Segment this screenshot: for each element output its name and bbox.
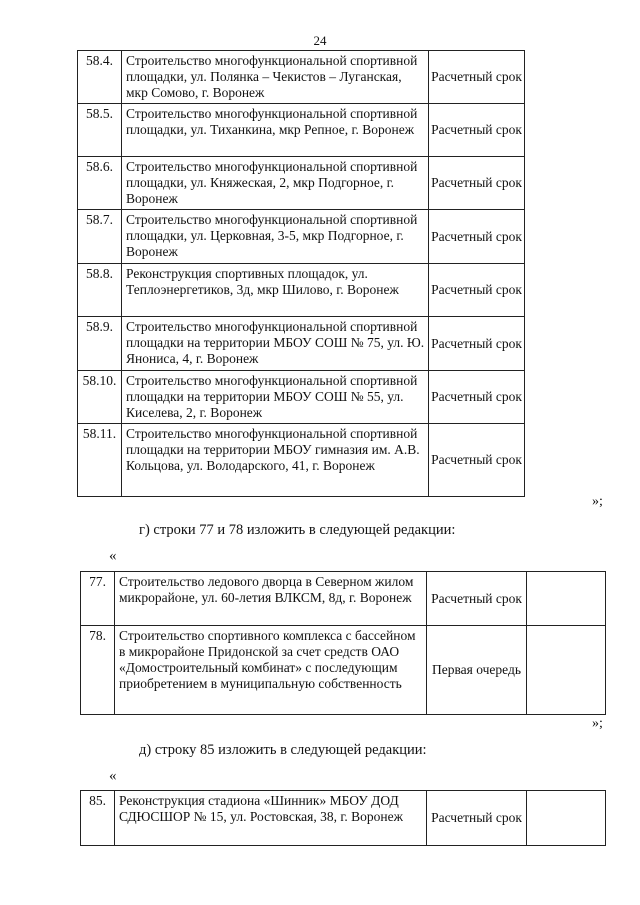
row-term: Расчетный срок [429,424,525,497]
row-term: Расчетный срок [429,51,525,104]
row-term: Расчетный срок [429,264,525,317]
row-term: Расчетный срок [427,791,527,846]
row-description: Реконструкция стадиона «Шинник» МБОУ ДОД СДЮСШОР № 15, ул. Ростовская, 38, г. Воронеж [115,791,427,846]
row-number: 58.8. [78,264,122,317]
row-description: Строительство многофункциональной спортивной площадки, ул. Тиханкина, мкр Репное, г. Воронеж [122,104,429,157]
row-number: 58.9. [78,317,122,371]
table-row [81,791,606,846]
row-description: Строительство ледового дворца в Северном жилом микрорайоне, ул. 60-летия ВЛКСМ, 8д, г. Воронеж [115,572,427,626]
table-row-85 [80,790,606,846]
row-term: Расчетный срок [429,104,525,157]
row-description: Реконструкция спортивных площадок, ул. Теплоэнергетиков, 3д, мкр Шилово, г. Воронеж [122,264,429,317]
empty-cell [527,791,606,846]
table-row [78,51,525,104]
table-row [81,572,606,626]
row-term: Расчетный срок [429,317,525,371]
closing-quote: »; [592,716,603,731]
table-row [78,264,525,317]
row-description: Строительство многофункциональной спортивной площадки, ул. Полянка – Чекистов – Луганская, мкр Сомово, г. Воронеж [122,51,429,104]
row-number: 58.5. [78,104,122,157]
row-description: Строительство многофункциональной спортивной площадки на территории МБОУ гимназия им. А.В. Кольцова, ул. Володарского, 41, г. Воронеж [122,424,429,497]
row-number: 58.10. [78,371,122,424]
page-number: 24 [313,33,327,48]
table-row [78,210,525,264]
opening-quote: « [109,548,117,564]
opening-quote: « [109,768,117,784]
table-row [78,371,525,424]
row-term: Первая очередь [427,626,527,715]
row-description: Строительство многофункциональной спортивной площадки, ул. Княжеская, 2, мкр Подгорное, г. Воронеж [122,157,429,210]
row-term: Расчетный срок [429,210,525,264]
instruction-paragraph: г) строки 77 и 78 изложить в следующей редакции: [139,522,456,538]
row-number: 78. [81,626,115,715]
closing-quote: »; [592,494,603,509]
row-description: Строительство многофункциональной спортивной площадки на территории МБОУ СОШ № 75, ул. Ю. Янониса, 4, г. Воронеж [122,317,429,371]
row-number: 85. [81,791,115,846]
instruction-paragraph: д) строку 85 изложить в следующей редакции: [139,742,427,758]
row-description: Строительство многофункциональной спортивной площадки на территории МБОУ СОШ № 55, ул. Киселева, 2, г. Воронеж [122,371,429,424]
row-term: Расчетный срок [429,157,525,210]
row-number: 58.6. [78,157,122,210]
table-row [78,317,525,371]
table-sports-grounds [77,50,525,497]
row-term: Расчетный срок [427,572,527,626]
table-row [81,626,606,715]
table-row [78,424,525,497]
table-row [78,157,525,210]
row-number: 58.7. [78,210,122,264]
empty-cell [527,626,606,715]
table-row [78,104,525,157]
table-rows-77-78 [80,571,606,715]
empty-cell [527,572,606,626]
row-term: Расчетный срок [429,371,525,424]
row-number: 58.11. [78,424,122,497]
row-number: 58.4. [78,51,122,104]
row-description: Строительство многофункциональной спортивной площадки, ул. Церковная, 3-5, мкр Подгорное, г. Воронеж [122,210,429,264]
row-description: Строительство спортивного комплекса с бассейном в микрорайоне Придонской за счет средств ОАО «Домостроительный комбинат» с последующим приобретением в муниципальную собственность [115,626,427,715]
row-number: 77. [81,572,115,626]
